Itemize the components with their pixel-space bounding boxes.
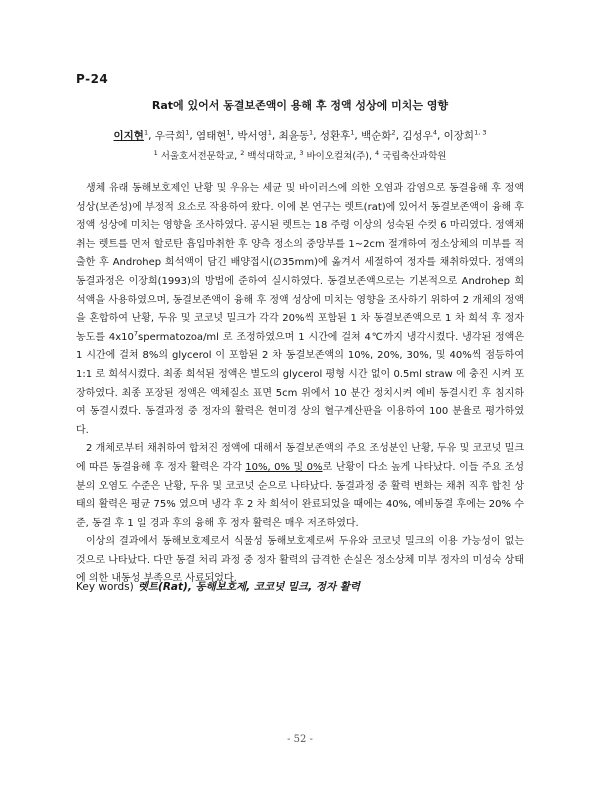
author-3 xyxy=(196,130,237,142)
affiliation-text: 바이오컬쳐(주) xyxy=(306,151,369,162)
abstract-paragraph-1 xyxy=(76,180,524,440)
author-sup: 1 xyxy=(226,128,231,137)
keywords-values: 렛트(Rat), 동해보호제, 코코넛 밀크, 정자 활력 xyxy=(137,581,361,593)
affiliation-3 xyxy=(299,148,376,162)
author-7 xyxy=(361,130,402,142)
author-1 xyxy=(114,130,155,142)
author-sup: 2 xyxy=(391,128,396,137)
author-name: 이장희 xyxy=(443,130,475,142)
affiliation-sup: 3 xyxy=(299,148,304,157)
author-name: 우극희 xyxy=(154,130,186,142)
author-sup: 1 xyxy=(309,128,314,137)
keywords-line xyxy=(76,579,360,594)
author-sup: 1, 3 xyxy=(474,128,487,137)
author-sep: , xyxy=(395,130,403,142)
abstract-body xyxy=(76,180,524,589)
underlined-results: 10%, 0% 및 0% xyxy=(245,461,323,473)
author-sep: , xyxy=(313,130,320,142)
author-9 xyxy=(444,130,487,142)
author-2 xyxy=(155,130,196,142)
affiliation-list xyxy=(0,148,600,162)
author-8 xyxy=(402,130,443,142)
page-number: - 52 - xyxy=(287,734,313,745)
paper-id: P-24 xyxy=(76,72,109,86)
author-name: 김성우 xyxy=(402,130,433,142)
author-sep: , xyxy=(148,130,155,142)
affiliation-sep: , xyxy=(368,151,376,162)
affiliation-text: 서울호서전문학교 xyxy=(160,151,235,162)
author-sep: , xyxy=(436,130,444,142)
abstract-text: 로 난황이 다소 높게 나타났다. 이들 주요 조성분의 오염도 수준은 난황, 두유 및 코코넛 순으로 나타났다. 동결과정 중 활력 변화는 채취 직후 합친 상태의 활력은 평균 75% 였으며 냉각 후 2 차 희석이 완료되었을 때에는 40%, 예비동결 후에는 20% 수준, 동결 후 1 일 경과 후의 융해 후 정자 활력은 매우 저조하였다. xyxy=(76,461,524,529)
author-sep: , xyxy=(354,130,362,142)
affiliation-text: 백석대학교 xyxy=(247,151,294,162)
author-sep: , xyxy=(189,130,197,142)
author-sup: 1 xyxy=(350,128,355,137)
affiliation-sup: 2 xyxy=(240,148,245,157)
affiliation-4 xyxy=(375,148,447,162)
affiliation-sep: , xyxy=(293,151,300,162)
author-name: 백순화 xyxy=(361,130,392,142)
author-name: 박서영 xyxy=(237,130,268,142)
affiliation-sup: 4 xyxy=(375,148,380,157)
keywords-label: Key words) xyxy=(76,581,134,593)
abstract-paragraph-2 xyxy=(76,440,524,533)
author-sup: 4 xyxy=(432,128,437,137)
author-list xyxy=(0,128,600,143)
abstract-paragraph-3: 이상의 결과에서 동해보호제로서 식물성 동해보호제로써 두유와 코코넛 밀크의 이용 가능성이 없는 것으로 나타났다. 다만 동결 처리 과정 중 정자 활력의 급격한 손실은 정소상체 미부 정자의 미성숙 상태에 의한 내동성 부족으로 사료되었다. xyxy=(76,536,524,585)
author-name: 성환후 xyxy=(319,130,351,142)
affiliation-text: 국립축산과학원 xyxy=(382,151,447,162)
author-name: 염태현 xyxy=(196,130,227,142)
author-4 xyxy=(237,130,278,142)
author-name: 이지현 xyxy=(113,130,144,142)
author-sup: 1 xyxy=(143,128,149,137)
abstract-text: spermatozoa/ml 로 조정하였으며 1 시간에 걸쳐 4℃까지 냉각시켰다. 냉각된 정액은 1 시간에 걸쳐 8%의 glycerol 이 포함된 2 차 동결보존액의 10%, 20%, 30%, 및 40%씩 점등하여 1:1 로 희석시켰다. 최종 희석된 정액은 별도의 glycerol 평형 시간 없이 0.5ml straw 에 충진 시켜 포장하였다. 최종 포장된 정액은 액체질소 표면 5cm 위에서 10 분간 정치시켜 예비 동결시킨 후 침지하여 동결시켰다. 동결과정 중 정자의 활력은 현미경 상의 혈구계산판을 이용하여 100 분율로 평가하였다. xyxy=(76,331,524,436)
author-sep: , xyxy=(230,130,238,142)
affiliation-1 xyxy=(153,148,241,162)
affiliation-2 xyxy=(240,148,300,162)
exponent: 7 xyxy=(133,329,139,338)
author-sep: , xyxy=(271,130,279,142)
abstract-text: 2 개체로부터 채취하여 합쳐진 정액에 대해서 동결보존액의 주요 조성분인 난황, 두유 및 코코넛 밀크에 따른 동결융해 후 정자 활력은 각각 xyxy=(76,443,524,473)
author-sup: 1 xyxy=(185,128,190,137)
author-name: 최윤동 xyxy=(278,130,310,142)
paper-title: Rat에 있어서 동결보존액이 용해 후 정액 성상에 미치는 영향 xyxy=(151,99,449,112)
author-6 xyxy=(320,130,361,142)
abstract-text: 생체 유래 동해보호제인 난황 및 우유는 세균 및 바이러스에 의한 오염과 감염으로 동결융해 후 정액 성상(보존성)에 부정적 요소로 작용하여 왔다. 이에 본 연구는 렛트(rat)에 있어서 동결보존액이 융해 후 정액 성상에 미치는 영향을 조사하였다. 공시된 렛트는 18 주령 이상의 성숙된 수컷 6 마리였다. 정액채취는 렛트를 먼저 할로탄 흡입마취한 후 양측 정소의 중앙부를 1~2cm 절개하여 정소상체의 미부를 적출한 후 Androhep 희석액이 담긴 배양접시(∅35mm)에 옮겨서 세절하여 정자를 채취하였다. 정액의 동결과정은 이장희(1993)의 방법에 준하여 실시하였다. 동결보존액으로는 기본적으로 Androhep 희석액을 사용하였으며, 동결보존액이 융해 후 정액 성상에 미치는 영향을 조사하기 위하여 2 개체의 정액을 혼합하여 난황, 두유 및 코코넛 밀크가 각각 20%씩 포함된 1 차 동결보존액으로 1 차 희석 후 정자 농도를 4x10 xyxy=(76,183,524,343)
author-5 xyxy=(279,130,320,142)
author-sup: 1 xyxy=(267,128,272,137)
affiliation-sep: , xyxy=(234,151,241,162)
affiliation-sup: 1 xyxy=(153,148,158,157)
